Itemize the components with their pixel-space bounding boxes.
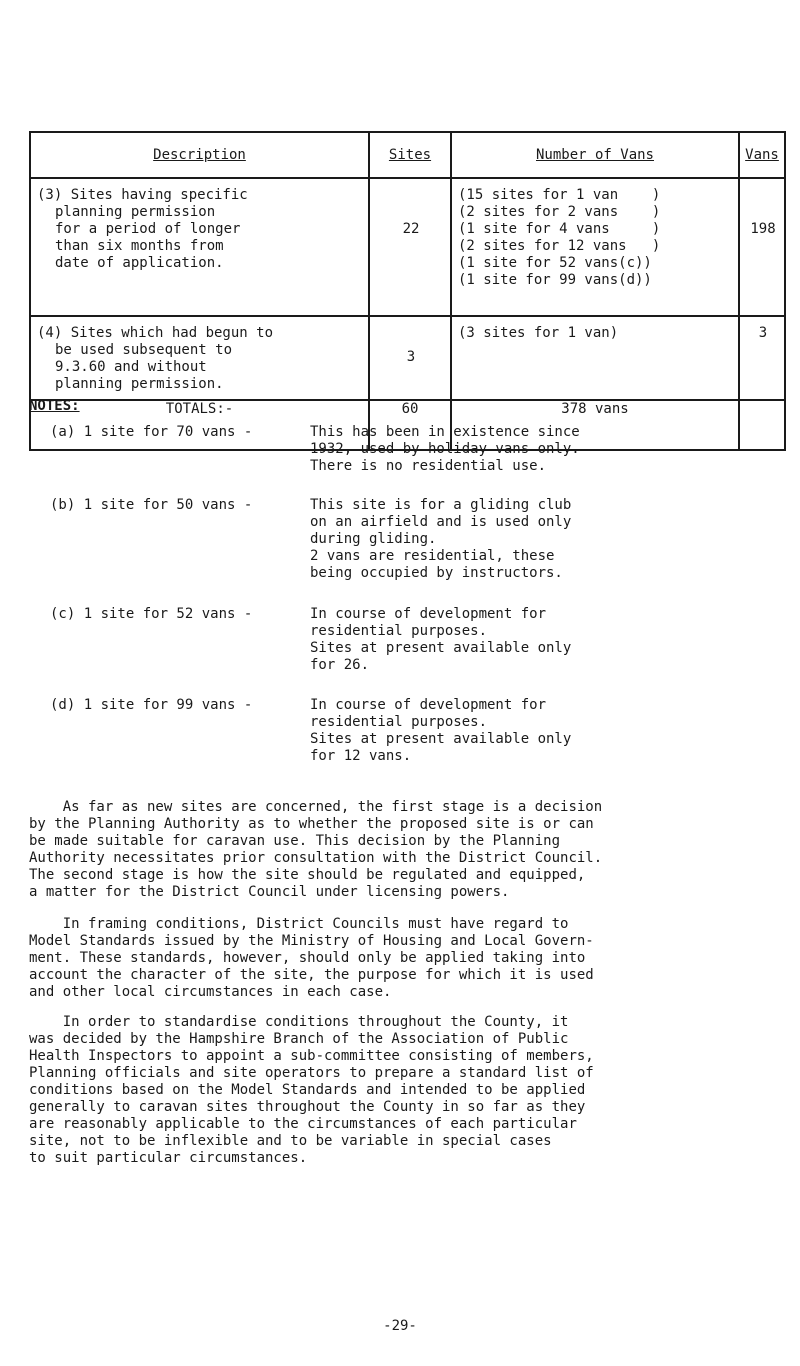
totals-vans: 378 vans	[451, 400, 739, 450]
note-text-line: on an airfield and is used only	[310, 514, 572, 530]
note-label: (c) 1 site for 52 vans -	[50, 606, 253, 622]
totals-label: TOTALS:-	[30, 400, 369, 450]
row-vans: 3	[739, 316, 785, 400]
totals-sites: 60	[369, 400, 451, 450]
paragraph	[29, 1014, 789, 1167]
paragraph-line: Planning officials and site operators to prepare a standard list of	[29, 1065, 594, 1081]
note-text-line: In course of development for	[310, 606, 547, 622]
description-line: be used subsequent to	[55, 342, 233, 358]
paragraph-line: As far as new sites are concerned, the first stage is a decision	[29, 799, 603, 815]
row-description	[30, 316, 369, 400]
vans-breakdown-line: (1 site for 99 vans(d))	[458, 272, 652, 288]
paragraph-line: and other local circumstances in each case.	[29, 984, 392, 1000]
note-a	[50, 424, 780, 475]
vans-breakdown-line: (1 site for 4 vans )	[458, 221, 661, 237]
note-text-line: There is no residential use.	[310, 458, 547, 474]
note-c	[50, 606, 780, 674]
note-text-line: for 12 vans.	[310, 748, 412, 764]
vans-breakdown-line: (2 sites for 12 vans )	[458, 238, 661, 254]
note-label: (a) 1 site for 70 vans -	[50, 424, 253, 440]
note-text-line: 1932, used by holiday vans only.	[310, 441, 580, 457]
caravan-sites-table	[29, 131, 786, 451]
vans-breakdown-line: (15 sites for 1 van )	[458, 187, 661, 203]
paragraph-line: account the character of the site, the purpose for which it is used	[29, 967, 594, 983]
description-line: (4) Sites which had begun to	[37, 325, 274, 341]
description-line: (3) Sites having specific	[37, 187, 248, 203]
note-text-line: for 26.	[310, 657, 370, 673]
note-text-line: In course of development for	[310, 697, 547, 713]
row-number-of-vans	[451, 178, 739, 316]
paragraph-line: Health Inspectors to appoint a sub-committee consisting of members,	[29, 1048, 594, 1064]
header-number-of-vans: Number of Vans	[451, 132, 739, 178]
row-description	[30, 178, 369, 316]
note-text-line: This site is for a gliding club	[310, 497, 572, 513]
vans-breakdown-line: (2 sites for 2 vans )	[458, 204, 661, 220]
paragraph-line: Model Standards issued by the Ministry of Housing and Local Govern-	[29, 933, 594, 949]
paragraph-line: be made suitable for caravan use. This decision by the Planning	[29, 833, 561, 849]
row-sites: 3	[369, 316, 451, 400]
paragraph-line: In order to standardise conditions throughout the County, it	[29, 1014, 569, 1030]
paragraph-line: are reasonably applicable to the circumstances of each particular	[29, 1116, 577, 1132]
paragraph-line: was decided by the Hampshire Branch of the Association of Public	[29, 1031, 569, 1047]
paragraph-line: site, not to be inflexible and to be variable in special cases	[29, 1133, 552, 1149]
note-text-line: being occupied by instructors.	[310, 565, 563, 581]
vans-breakdown-line: (3 sites for 1 van)	[458, 325, 619, 341]
description-line: for a period of longer	[55, 221, 241, 237]
row-vans: 198	[739, 178, 785, 316]
note-text-line: 2 vans are residential, these	[310, 548, 555, 564]
table-header-row	[30, 132, 785, 178]
page-number: -29-	[383, 1318, 417, 1334]
paragraph-line: generally to caravan sites throughout the County in so far as they	[29, 1099, 586, 1115]
paragraph-line: Authority necessitates prior consultation with the District Council.	[29, 850, 603, 866]
paragraph-line: a matter for the District Council under licensing powers.	[29, 884, 510, 900]
note-text-line: Sites at present available only	[310, 731, 572, 747]
row-sites: 22	[369, 178, 451, 316]
row-number-of-vans	[451, 316, 739, 400]
description-line: planning permission.	[55, 376, 224, 392]
table-row	[30, 316, 785, 400]
table-row	[30, 178, 785, 316]
paragraph-line: conditions based on the Model Standards and intended to be applied	[29, 1082, 586, 1098]
note-text-line: This has been in existence since	[310, 424, 580, 440]
note-label: (b) 1 site for 50 vans -	[50, 497, 253, 513]
description-line: date of application.	[55, 255, 224, 271]
paragraph-line: to suit particular circumstances.	[29, 1150, 308, 1166]
note-text-line: during gliding.	[310, 531, 437, 547]
description-line: planning permission	[55, 204, 216, 220]
note-text-line: Sites at present available only	[310, 640, 572, 656]
notes-heading: NOTES:	[29, 398, 80, 414]
header-vans: Vans	[739, 132, 785, 178]
paragraph-line: by the Planning Authority as to whether the proposed site is or can	[29, 816, 594, 832]
description-line: 9.3.60 and without	[55, 359, 207, 375]
description-line: than six months from	[55, 238, 224, 254]
note-b	[50, 497, 780, 582]
paragraph-line: The second stage is how the site should be regulated and equipped,	[29, 867, 586, 883]
paragraph-line: In framing conditions, District Councils must have regard to	[29, 916, 569, 932]
note-text-line: residential purposes.	[310, 623, 488, 639]
header-sites: Sites	[369, 132, 451, 178]
note-text-line: residential purposes.	[310, 714, 488, 730]
paragraph-line: ment. These standards, however, should only be applied taking into	[29, 950, 586, 966]
paragraph	[29, 799, 789, 901]
note-label: (d) 1 site for 99 vans -	[50, 697, 253, 713]
header-description: Description	[30, 132, 369, 178]
paragraph	[29, 916, 789, 1001]
note-d	[50, 697, 780, 765]
vans-breakdown-line: (1 site for 52 vans(c))	[458, 255, 652, 271]
